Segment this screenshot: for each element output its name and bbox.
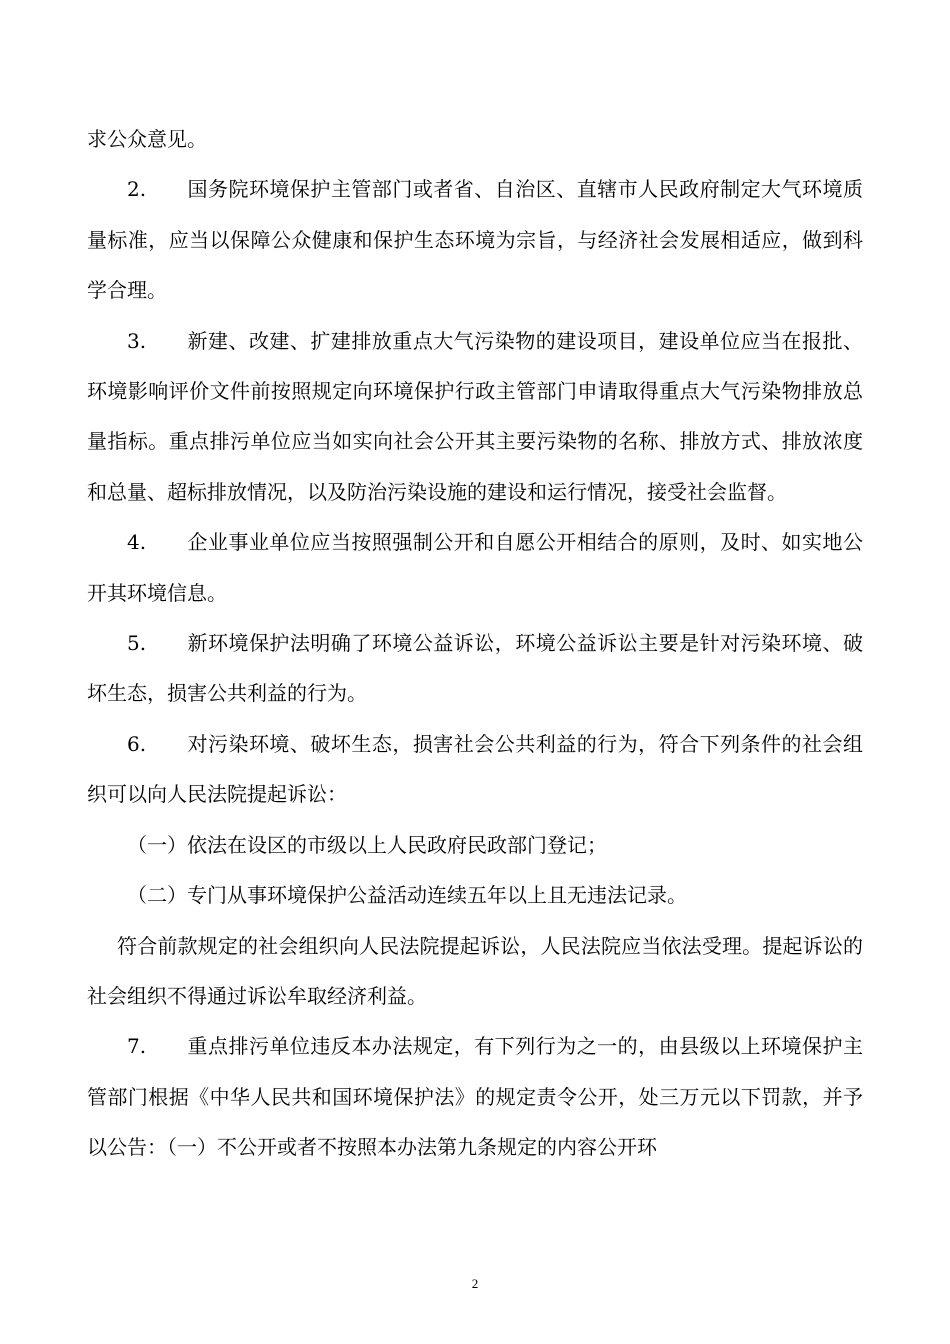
paragraph-text: 新建、改建、扩建排放重点大气污染物的建设项目，建设单位应当在报批、环境影响评价文件前按照规定向环境保护行政主管部门申请取得重点大气污染物排放总量指标。重点排污单位应当如实向社会公开其主要污染物的名称、排放方式、排放浓度和总量、超标排放情况，以及防治污染设施的建设和运行情况，接受社会监督。 [87,328,863,504]
paragraph-text: （二）专门从事环境保护公益活动连续五年以上且无违法记录。 [127,883,687,908]
paragraph-text: 新环境保护法明确了环境公益诉讼，环境公益诉讼主要是针对污染环境、破坏生态，损害公共利益的行为。 [87,631,863,706]
paragraph-item-2 [87,164,863,315]
paragraph-text: 对污染环境、破坏生态，损害社会公共利益的行为，符合下列条件的社会组织可以向人民法院提起诉讼： [87,731,863,807]
document-body [87,114,863,1173]
page-number: 2 [471,1276,479,1291]
item-number: 2. [127,177,147,202]
paragraph-item-7 [87,1021,863,1172]
paragraph-continuation [87,114,863,164]
paragraph-text: 国务院环境保护主管部门或者省、自治区、直辖市人民政府制定大气环境质量标准，应当以保障公众健康和保护生态环境为宗旨，与经济社会发展相适应，做到科学合理。 [87,177,863,303]
sub-clause-1 [87,820,863,870]
item-number: 4. [127,530,147,555]
item-number: 6. [127,731,147,756]
paragraph-text: （一）依法在设区的市级以上人民政府民政部门登记； [127,832,607,857]
paragraph-text: 企业事业单位应当按照强制公开和自愿公开相结合的原则，及时、如实地公开其环境信息。 [87,530,863,605]
item-number: 3. [127,328,147,353]
paragraph-item-3 [87,316,863,518]
sub-clause-2 [87,870,863,920]
paragraph-item-6 [87,719,863,820]
paragraph-item-4 [87,517,863,618]
paragraph-text: 符合前款规定的社会组织向人民法院提起诉讼，人民法院应当依法受理。提起诉讼的社会组织不得通过诉讼牟取经济利益。 [87,933,863,1008]
item-number: 7. [127,1034,147,1059]
paragraph-item-5 [87,618,863,719]
paragraph-text: 求公众意见。 [87,127,207,151]
item-number: 5. [127,631,147,656]
paragraph-text: 重点排污单位违反本办法规定，有下列行为之一的，由县级以上环境保护主管部门根据《中华人民共和国环境保护法》的规定责令公开，处三万元以下罚款，并予以公告：（一）不公开或者不按照本办法第九条规定的内容公开环 [87,1034,863,1160]
paragraph-provision [87,921,863,1022]
